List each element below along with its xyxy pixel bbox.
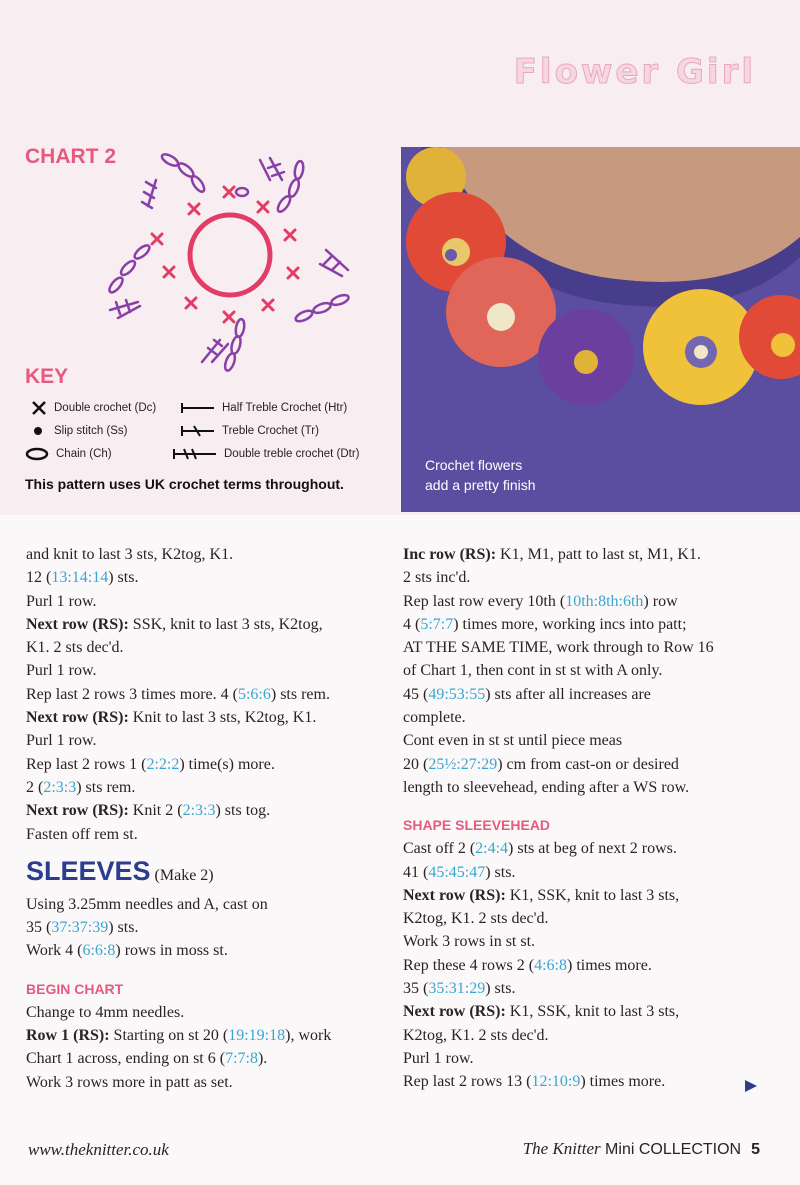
key-ch-label: Chain (Ch): [56, 448, 112, 460]
key-tr-label: Treble Crochet (Tr): [222, 425, 319, 437]
footer-url: www.theknitter.co.uk: [28, 1140, 169, 1159]
begin-chart-heading: BEGIN CHART: [26, 980, 124, 997]
sleeves-heading: SLEEVES (Make 2): [26, 855, 214, 886]
page-title: Flower Girl: [513, 52, 756, 92]
key-htr: [180, 400, 347, 416]
key-dc: [30, 400, 156, 416]
text-line: Next row (RS): Knit to last 3 sts, K2tog, K1.: [26, 709, 317, 727]
text-line: Next row (RS): K1, SSK, knit to last 3 sts,: [403, 886, 680, 904]
key-dc-label: Double crochet (Dc): [54, 402, 157, 414]
tr-symbol-icon: [180, 423, 216, 439]
text-line: Cast off 2 (2:4:4) sts at beg of next 2 rows.: [403, 840, 677, 858]
text-line: Next row (RS): K1, SSK, knit to last 3 sts,: [403, 1003, 680, 1021]
continue-arrow-icon: [744, 1079, 758, 1093]
ss-symbol-icon: [30, 423, 48, 439]
text-line: 2 sts inc'd.: [403, 569, 471, 587]
text-line: Rep last row every 10th (10th:8th:6th) row: [403, 592, 678, 610]
text-line: Using 3.25mm needles and A, cast on: [26, 895, 268, 913]
photo-caption-line2: add a pretty finish: [425, 477, 536, 493]
text-line: K2tog, K1. 2 sts dec'd.: [403, 1026, 549, 1044]
ch-symbol-icon: [24, 446, 50, 462]
text-line: Next row (RS): Knit 2 (2:3:3) sts tog.: [26, 802, 271, 820]
footer-publication: The Knitter Mini COLLECTION 5: [522, 1139, 760, 1158]
key-ss: [30, 423, 128, 439]
text-line: 41 (45:45:47) sts.: [403, 863, 516, 881]
text-line: 4 (5:7:7) times more, working incs into patt;: [403, 615, 687, 633]
text-line: length to sleevehead, ending after a WS row.: [403, 778, 690, 796]
left-column: [26, 543, 331, 1094]
text-line: 35 (37:37:39) sts.: [26, 919, 139, 937]
text-line: Change to 4mm needles.: [26, 1003, 185, 1021]
text-line: 2 (2:3:3) sts rem.: [26, 778, 136, 796]
text-line: Row 1 (RS): Starting on st 20 (19:19:18), work: [26, 1027, 332, 1045]
dc-symbol-icon: [30, 400, 48, 416]
dtr-symbol-icon: [172, 446, 218, 462]
text-line: Rep last 2 rows 1 (2:2:2) time(s) more.: [26, 755, 275, 773]
text-line: Cont even in st st until piece meas: [403, 732, 623, 750]
right-column: [403, 543, 714, 1094]
text-line: 20 (25½:27:29) cm from cast-on or desired: [403, 755, 679, 773]
text-line: 35 (35:31:29) sts.: [403, 980, 516, 998]
photo-caption: [425, 455, 536, 495]
text-line: and knit to last 3 sts, K2tog, K1.: [26, 546, 234, 563]
text-line: Chart 1 across, ending on st 6 (7:7:8).: [26, 1050, 268, 1068]
text-line: K1. 2 sts dec'd.: [26, 639, 124, 657]
text-line: Next row (RS): SSK, knit to last 3 sts, K2tog,: [26, 615, 323, 633]
key-ss-label: Slip stitch (Ss): [54, 425, 128, 437]
text-line: Rep last 2 rows 3 times more. 4 (5:6:6) sts rem.: [26, 685, 330, 703]
key-htr-label: Half Treble Crochet (Htr): [222, 402, 348, 414]
text-line: Purl 1 row.: [26, 732, 97, 750]
text-line: K2tog, K1. 2 sts dec'd.: [403, 910, 549, 928]
key-dtr-label: Double treble crochet (Dtr): [224, 448, 360, 460]
chart-title: CHART 2: [25, 145, 117, 168]
text-line: Work 3 rows in st st.: [403, 933, 536, 951]
text-line: 45 (49:53:55) sts after all increases are: [403, 685, 651, 703]
key-tr: [180, 423, 319, 439]
text-line: Rep last 2 rows 13 (12:10:9) times more.: [403, 1073, 666, 1091]
flower-photo: [401, 147, 800, 512]
photo-caption-line1: Crochet flowers: [425, 457, 523, 473]
text-line: Purl 1 row.: [403, 1049, 474, 1067]
key-dtr: [172, 446, 360, 462]
text-line: Fasten off rem st.: [26, 825, 138, 843]
text-line: AT THE SAME TIME, work through to Row 16: [403, 639, 714, 657]
htr-symbol-icon: [180, 400, 216, 416]
text-line: Purl 1 row.: [26, 592, 97, 610]
text-line: Inc row (RS): K1, M1, patt to last st, M1, K1.: [403, 546, 701, 563]
uk-terms-note: This pattern uses UK crochet terms throughout.: [25, 476, 344, 492]
page-number: 5: [751, 1141, 760, 1158]
text-line: 12 (13:14:14) sts.: [26, 569, 139, 587]
key-title: KEY: [25, 365, 69, 388]
text-line: Purl 1 row.: [26, 662, 97, 680]
text-line: Rep these 4 rows 2 (4:6:8) times more.: [403, 956, 652, 974]
text-line: Work 3 rows more in patt as set.: [26, 1073, 233, 1091]
text-line: of Chart 1, then cont in st st with A only.: [403, 662, 663, 680]
text-line: Work 4 (6:6:8) rows in moss st.: [26, 942, 228, 960]
shape-sleevehead-heading: SHAPE SLEEVEHEAD: [403, 817, 551, 834]
text-line: complete.: [403, 709, 466, 727]
crochet-chart-diagram: [100, 140, 365, 380]
key-ch: [24, 446, 112, 462]
